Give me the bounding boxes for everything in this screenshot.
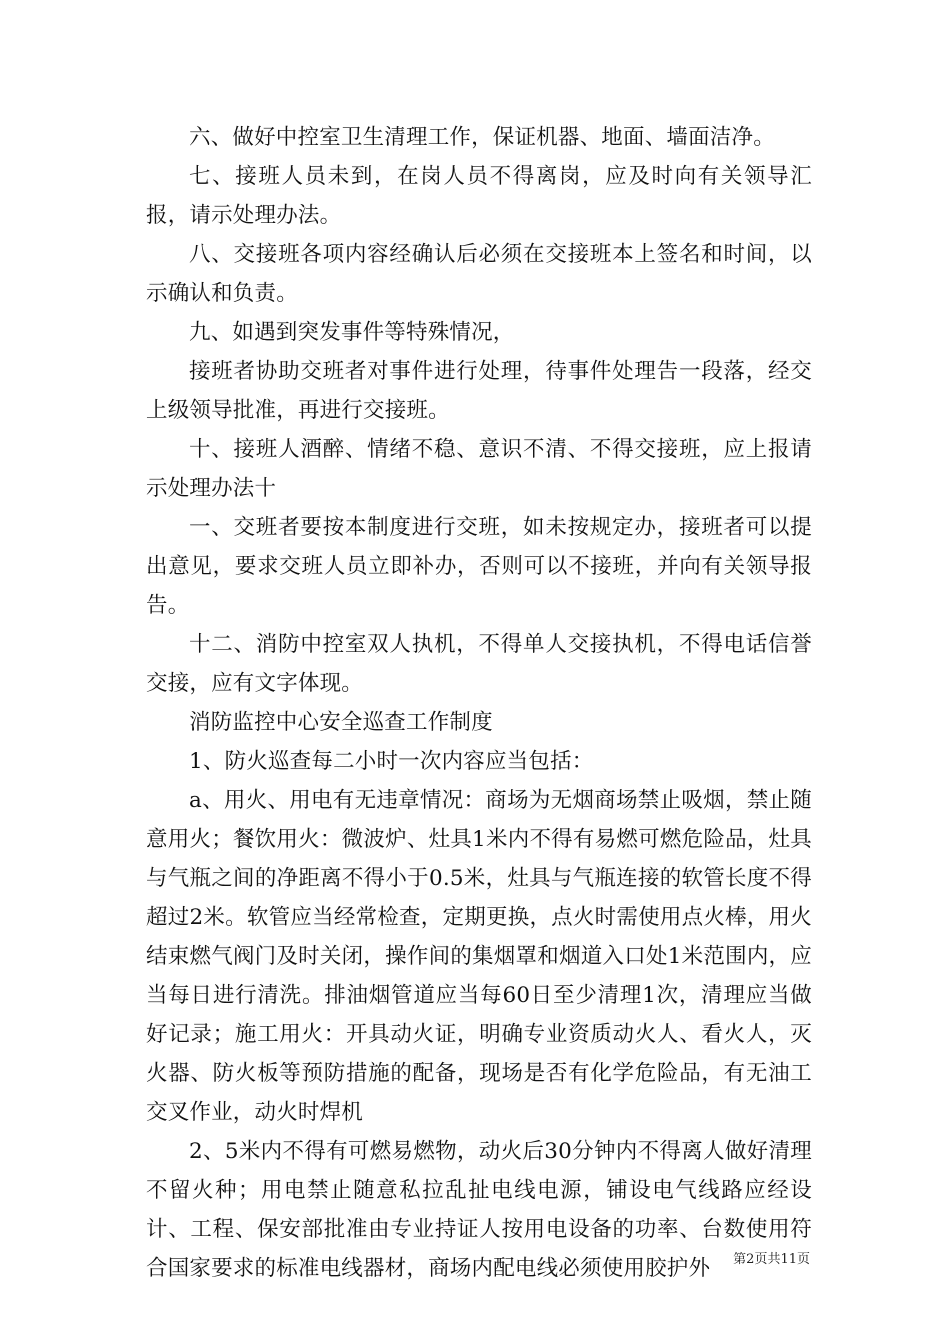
paragraph-8: 八、交接班各项内容经确认后必须在交接班本上签名和时间，以示确认和负责。 [146,242,812,306]
paragraph-patrol-2: 2、5米内不得有可燃易燃物，动火后30分钟内不得离人做好清理不留火种；用电禁止随意私拉乱扯电线电源，铺设电气线路应经设计、工程、保安部批准由专业持证人按用电设备的功率、台数使用符合国家要求的标准电线器材，商场内配电线必须使用胶护外 [146,1139,812,1281]
paragraph-9-continued: 接班者协助交班者对事件进行处理，待事件处理告一段落，经交上级领导批准，再进行交接班。 [146,359,812,423]
paragraph-9: 九、如遇到突发事件等特殊情况， [189,320,515,345]
paragraph-6: 六、做好中控室卫生清理工作，保证机器、地面、墙面洁净。 [189,125,775,150]
paragraph-10: 十、接班人酒醉、情绪不稳、意识不清、不得交接班，应上报请示处理办法十 [146,437,812,501]
section-title: 消防监控中心安全巡查工作制度 [189,710,493,735]
paragraph-7: 七、接班人员未到，在岗人员不得离岗，应及时向有关领导汇报，请示处理办法。 [146,164,812,228]
paragraph-patrol-a: a、用火、用电有无违章情况：商场为无烟商场禁止吸烟，禁止随意用火；餐饮用火：微波炉、灶具1米内不得有易燃可燃危险品，灶具与气瓶之间的净距离不得小于0.5米，灶具与气瓶连接的软管长度不得超过2米。软管应当经常检查，定期更换，点火时需使用点火棒，用火结束燃气阀门及时关闭，操作间的集烟罩和烟道入口处1米范围内，应当每日进行清洗。排油烟管道应当每60日至少清理1次，清理应当做好记录；施工用火：开具动火证，明确专业资质动火人、看火人，灭火器、防火板等预防措施的配备，现场是否有化学危险品，有无油工交叉作业，动火时焊机 [146,788,812,1125]
page-number: 第2页共11页 [733,1252,810,1267]
document-body [146,118,812,1288]
paragraph-12: 十二、消防中控室双人执机，不得单人交接执机，不得电话信誉交接，应有文字体现。 [146,632,812,696]
paragraph-patrol-1: 1、防火巡查每二小时一次内容应当包括： [189,749,594,774]
paragraph-11: 一、交班者要按本制度进行交班，如未按规定办，接班者可以提出意见，要求交班人员立即补办，否则可以不接班，并向有关领导报告。 [146,515,812,618]
